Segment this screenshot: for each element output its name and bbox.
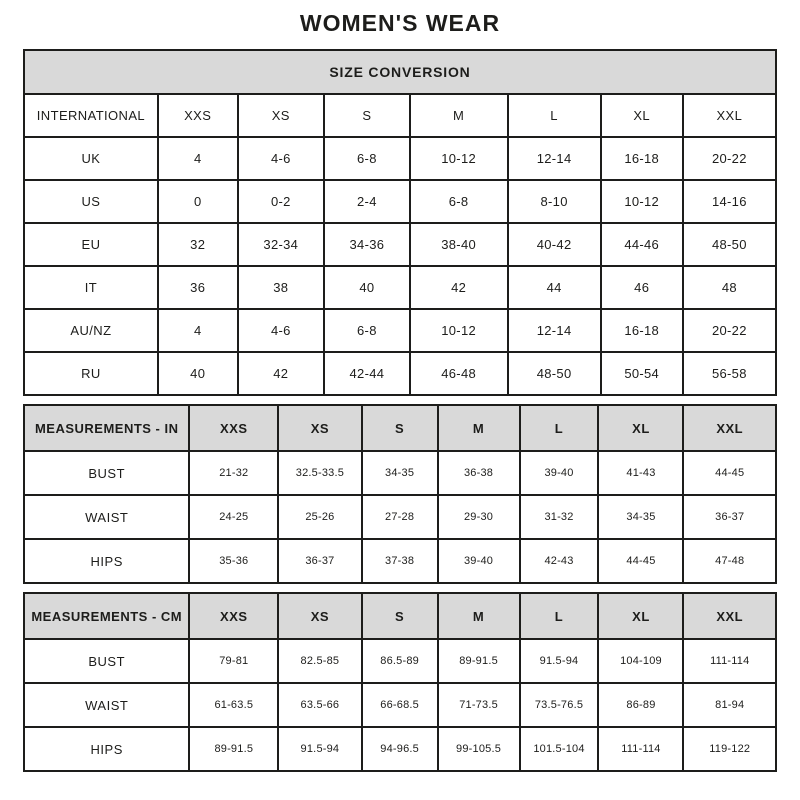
value-cell: 94-96.5 xyxy=(362,727,438,771)
row-label-cell: HIPS xyxy=(24,539,189,583)
column-header-cell: XL xyxy=(601,94,683,137)
measurements-cm-table xyxy=(23,592,777,772)
column-header-cell: XXS xyxy=(189,405,278,451)
column-header-row xyxy=(24,593,776,639)
table-title-cell: MEASUREMENTS - IN xyxy=(24,405,189,451)
table-row xyxy=(24,309,776,352)
value-cell: 66-68.5 xyxy=(362,683,438,727)
value-cell: 111-114 xyxy=(598,727,683,771)
column-header-cell: M xyxy=(438,593,520,639)
table-row xyxy=(24,180,776,223)
value-cell: 42-43 xyxy=(520,539,599,583)
value-cell: 39-40 xyxy=(438,539,520,583)
value-cell: 40-42 xyxy=(508,223,601,266)
value-cell: 27-28 xyxy=(362,495,438,539)
column-header-cell: M xyxy=(438,405,520,451)
column-header-cell: XXL xyxy=(683,593,776,639)
value-cell: 119-122 xyxy=(683,727,776,771)
value-cell: 4-6 xyxy=(238,137,324,180)
value-cell: 86-89 xyxy=(598,683,683,727)
value-cell: 38-40 xyxy=(410,223,508,266)
value-cell: 42 xyxy=(238,352,324,395)
value-cell: 44-46 xyxy=(601,223,683,266)
value-cell: 34-35 xyxy=(362,451,438,495)
value-cell: 48-50 xyxy=(508,352,601,395)
value-cell: 111-114 xyxy=(683,639,776,683)
table-row xyxy=(24,539,776,583)
column-header-cell: XXS xyxy=(189,593,278,639)
value-cell: 36-37 xyxy=(683,495,776,539)
value-cell: 40 xyxy=(158,352,238,395)
table-row xyxy=(24,137,776,180)
value-cell: 12-14 xyxy=(508,137,601,180)
value-cell: 4 xyxy=(158,137,238,180)
value-cell: 0-2 xyxy=(238,180,324,223)
column-header-cell: XL xyxy=(598,593,683,639)
value-cell: 0 xyxy=(158,180,238,223)
value-cell: 2-4 xyxy=(324,180,410,223)
column-header-cell: L xyxy=(508,94,601,137)
value-cell: 81-94 xyxy=(683,683,776,727)
row-label-cell: US xyxy=(24,180,158,223)
value-cell: 8-10 xyxy=(508,180,601,223)
row-label-cell: HIPS xyxy=(24,727,189,771)
value-cell: 46-48 xyxy=(410,352,508,395)
value-cell: 44-45 xyxy=(598,539,683,583)
value-cell: 24-25 xyxy=(189,495,278,539)
table-row xyxy=(24,683,776,727)
row-label-cell: AU/NZ xyxy=(24,309,158,352)
column-header-cell: S xyxy=(362,405,438,451)
value-cell: 29-30 xyxy=(438,495,520,539)
value-cell: 91.5-94 xyxy=(278,727,361,771)
value-cell: 6-8 xyxy=(410,180,508,223)
value-cell: 48-50 xyxy=(683,223,776,266)
value-cell: 12-14 xyxy=(508,309,601,352)
value-cell: 21-32 xyxy=(189,451,278,495)
value-cell: 101.5-104 xyxy=(520,727,599,771)
value-cell: 32.5-33.5 xyxy=(278,451,361,495)
value-cell: 6-8 xyxy=(324,309,410,352)
value-cell: 47-48 xyxy=(683,539,776,583)
value-cell: 10-12 xyxy=(601,180,683,223)
value-cell: 73.5-76.5 xyxy=(520,683,599,727)
value-cell: 48 xyxy=(683,266,776,309)
value-cell: 36 xyxy=(158,266,238,309)
value-cell: 32 xyxy=(158,223,238,266)
row-label-cell: RU xyxy=(24,352,158,395)
table-title-row xyxy=(24,50,776,94)
value-cell: 63.5-66 xyxy=(278,683,361,727)
value-cell: 20-22 xyxy=(683,137,776,180)
value-cell: 42-44 xyxy=(324,352,410,395)
value-cell: 10-12 xyxy=(410,137,508,180)
value-cell: 89-91.5 xyxy=(438,639,520,683)
table-row xyxy=(24,495,776,539)
value-cell: 31-32 xyxy=(520,495,599,539)
value-cell: 40 xyxy=(324,266,410,309)
value-cell: 99-105.5 xyxy=(438,727,520,771)
row-label-cell: IT xyxy=(24,266,158,309)
measurements-in-table xyxy=(23,404,777,584)
value-cell: 38 xyxy=(238,266,324,309)
row-label-cell: EU xyxy=(24,223,158,266)
table-row xyxy=(24,223,776,266)
table-row xyxy=(24,266,776,309)
page-title: WOMEN'S WEAR xyxy=(299,10,501,36)
value-cell: 36-37 xyxy=(278,539,361,583)
row-label-cell: WAIST xyxy=(24,683,189,727)
table-title-cell: SIZE CONVERSION xyxy=(24,50,776,94)
column-header-row xyxy=(24,94,776,137)
value-cell: 4-6 xyxy=(238,309,324,352)
column-header-cell: XS xyxy=(278,405,361,451)
table-row xyxy=(24,639,776,683)
value-cell: 34-35 xyxy=(598,495,683,539)
column-header-cell: L xyxy=(520,593,599,639)
value-cell: 4 xyxy=(158,309,238,352)
value-cell: 44-45 xyxy=(683,451,776,495)
table-row xyxy=(24,727,776,771)
value-cell: 82.5-85 xyxy=(278,639,361,683)
table-row xyxy=(24,352,776,395)
value-cell: 6-8 xyxy=(324,137,410,180)
column-header-row xyxy=(24,405,776,451)
value-cell: 14-16 xyxy=(683,180,776,223)
table-row xyxy=(24,451,776,495)
value-cell: 79-81 xyxy=(189,639,278,683)
value-cell: 35-36 xyxy=(189,539,278,583)
value-cell: 44 xyxy=(508,266,601,309)
value-cell: 71-73.5 xyxy=(438,683,520,727)
value-cell: 16-18 xyxy=(601,137,683,180)
value-cell: 36-38 xyxy=(438,451,520,495)
value-cell: 86.5-89 xyxy=(362,639,438,683)
column-header-cell: S xyxy=(324,94,410,137)
column-header-cell: L xyxy=(520,405,599,451)
value-cell: 39-40 xyxy=(520,451,599,495)
column-header-cell: XL xyxy=(598,405,683,451)
value-cell: 50-54 xyxy=(601,352,683,395)
column-header-cell: S xyxy=(362,593,438,639)
value-cell: 34-36 xyxy=(324,223,410,266)
column-header-cell: XXL xyxy=(683,94,776,137)
value-cell: 37-38 xyxy=(362,539,438,583)
row-label-cell: BUST xyxy=(24,639,189,683)
value-cell: 41-43 xyxy=(598,451,683,495)
value-cell: 61-63.5 xyxy=(189,683,278,727)
value-cell: 10-12 xyxy=(410,309,508,352)
size-chart-page xyxy=(23,0,777,772)
value-cell: 32-34 xyxy=(238,223,324,266)
value-cell: 42 xyxy=(410,266,508,309)
size-conversion-table xyxy=(23,49,777,396)
value-cell: 20-22 xyxy=(683,309,776,352)
value-cell: 46 xyxy=(601,266,683,309)
column-header-cell: INTERNATIONAL xyxy=(24,94,158,137)
column-header-cell: XXS xyxy=(158,94,238,137)
value-cell: 56-58 xyxy=(683,352,776,395)
column-header-cell: M xyxy=(410,94,508,137)
column-header-cell: XS xyxy=(278,593,361,639)
value-cell: 91.5-94 xyxy=(520,639,599,683)
value-cell: 89-91.5 xyxy=(189,727,278,771)
value-cell: 104-109 xyxy=(598,639,683,683)
row-label-cell: WAIST xyxy=(24,495,189,539)
column-header-cell: XS xyxy=(238,94,324,137)
row-label-cell: UK xyxy=(24,137,158,180)
column-header-cell: XXL xyxy=(683,405,776,451)
value-cell: 16-18 xyxy=(601,309,683,352)
table-title-cell: MEASUREMENTS - CM xyxy=(24,593,189,639)
value-cell: 25-26 xyxy=(278,495,361,539)
row-label-cell: BUST xyxy=(24,451,189,495)
